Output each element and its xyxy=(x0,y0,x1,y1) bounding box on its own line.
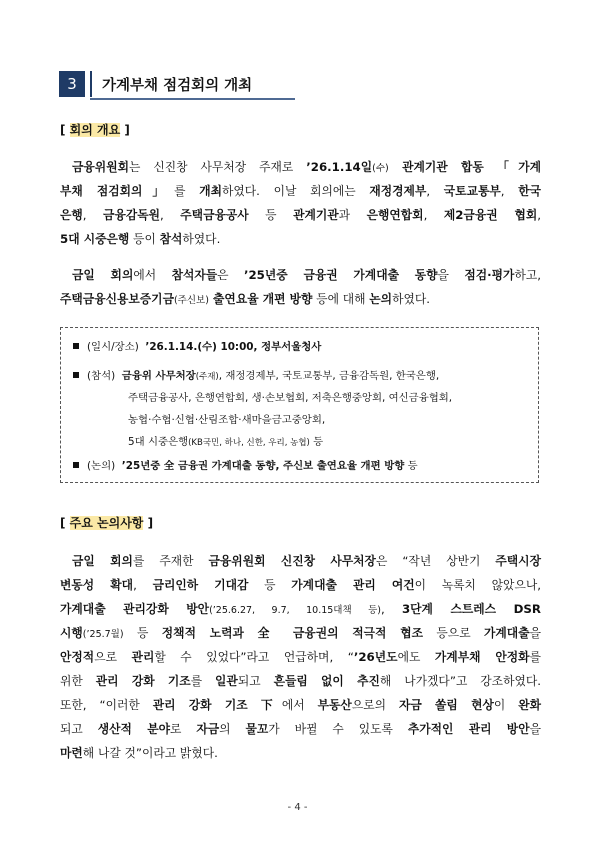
discussion-heading: [ 주요 논의사항 ] xyxy=(60,516,154,530)
section-underline xyxy=(90,98,295,100)
overview-p2-line-1: 금일 회의에서 참석자들은 ’25년중 금융권 가계대출 동향을 점검·평가하고, xyxy=(72,268,541,282)
bullet-square-icon xyxy=(73,372,79,378)
box-line-agenda: (논의) ’25년중 全 금융권 가계대출 동향, 주신보 출연요율 개편 방향 등 xyxy=(73,458,418,474)
box-line-attendees-4: 5대 시중은행(KB국민, 하나, 신한, 우리, 농협) 등 xyxy=(128,436,324,448)
discussion-line-5: 안정적으로 관리할 수 있었다”라고 언급하며, “’26년도에도 가계부채 안정화를 xyxy=(60,650,541,664)
discussion-line-2: 변동성 확대, 금리인하 기대감 등 가계대출 관리 여건이 녹록치 않았으나, xyxy=(60,578,541,592)
discussion-line-3: 가계대출 관리강화 방안(’25.6.27, 9.7, 10.15대책 등), 3단계 스트레스 DSR xyxy=(60,602,541,616)
overview-p1-line-3: 은행, 금융감독원, 주택금융공사 등 관계기관과 은행연합회, 제2금융권 협회, xyxy=(60,208,542,222)
overview-p1-line-2: 부채 점검회의」를 개최하였다. 이날 회의에는 재정경제부, 국토교통부, 한국 xyxy=(60,184,541,198)
discussion-line-8: 되고 생산적 분야로 자금의 물꼬가 바뀔 수 있도록 추가적인 관리 방안을 xyxy=(60,722,541,736)
box-line-attendees-2: 주택금융공사, 은행연합회, 생·손보협회, 저축은행중앙회, 여신금융협회, xyxy=(128,392,453,404)
discussion-line-7: 또한, “이러한 관리 강화 기조 下에서 부동산으로의 자금 쏠림 현상이 완화 xyxy=(60,698,542,712)
overview-p1-line-1: 금융위원회는 신진창 사무처장 주재로 ’26.1.14일(수) 관계기관 합동 「가계 xyxy=(72,160,541,174)
box-line-datetime: (일시/장소) ’26.1.14.(수) 10:00, 정부서울청사 xyxy=(73,339,321,355)
discussion-line-1: 금일 회의를 주재한 금융위원회 신진창 사무처장은 “작년 상반기 주택시장 xyxy=(72,554,541,568)
overview-heading: [ 회의 개요 ] xyxy=(60,123,130,137)
discussion-line-4: 시행(’25.7월) 등 정책적 노력과 全 금융권의 적극적 협조 등으로 가계대출을 xyxy=(60,626,541,640)
section-title: 가계부채 점검회의 개최 xyxy=(102,78,253,94)
overview-heading-label: 회의 개요 xyxy=(69,123,121,137)
section-header xyxy=(59,71,295,99)
discussion-line-6: 위한 관리 강화 기조를 일관되고 흔들림 없이 추진해 나가겠다”고 강조하였다. xyxy=(60,674,542,688)
discussion-heading-label: 주요 논의사항 xyxy=(69,516,144,530)
box-line-attendees: (참석) 금융위 사무처장(주재), 재정경제부, 국토교통부, 금융감독원, 한국은행, xyxy=(73,368,439,385)
bullet-square-icon xyxy=(73,343,79,349)
bullet-square-icon xyxy=(73,462,79,468)
overview-p2-line-2: 주택금융신용보증기금(주신보) 출연요율 개편 방향 등에 대해 논의하였다. xyxy=(60,292,430,306)
section-number-badge: 3 xyxy=(59,71,85,97)
section-divider xyxy=(90,71,92,97)
discussion-line-9: 마련해 나갈 것”이라고 밝혔다. xyxy=(60,746,218,760)
box-line-attendees-3: 농협·수협·신협·산림조합·새마을금고중앙회, xyxy=(128,414,326,426)
meeting-info-box xyxy=(60,327,539,483)
page-number: - 4 - xyxy=(287,802,308,813)
overview-p1-line-4: 5대 시중은행 등이 참석하였다. xyxy=(60,232,221,246)
